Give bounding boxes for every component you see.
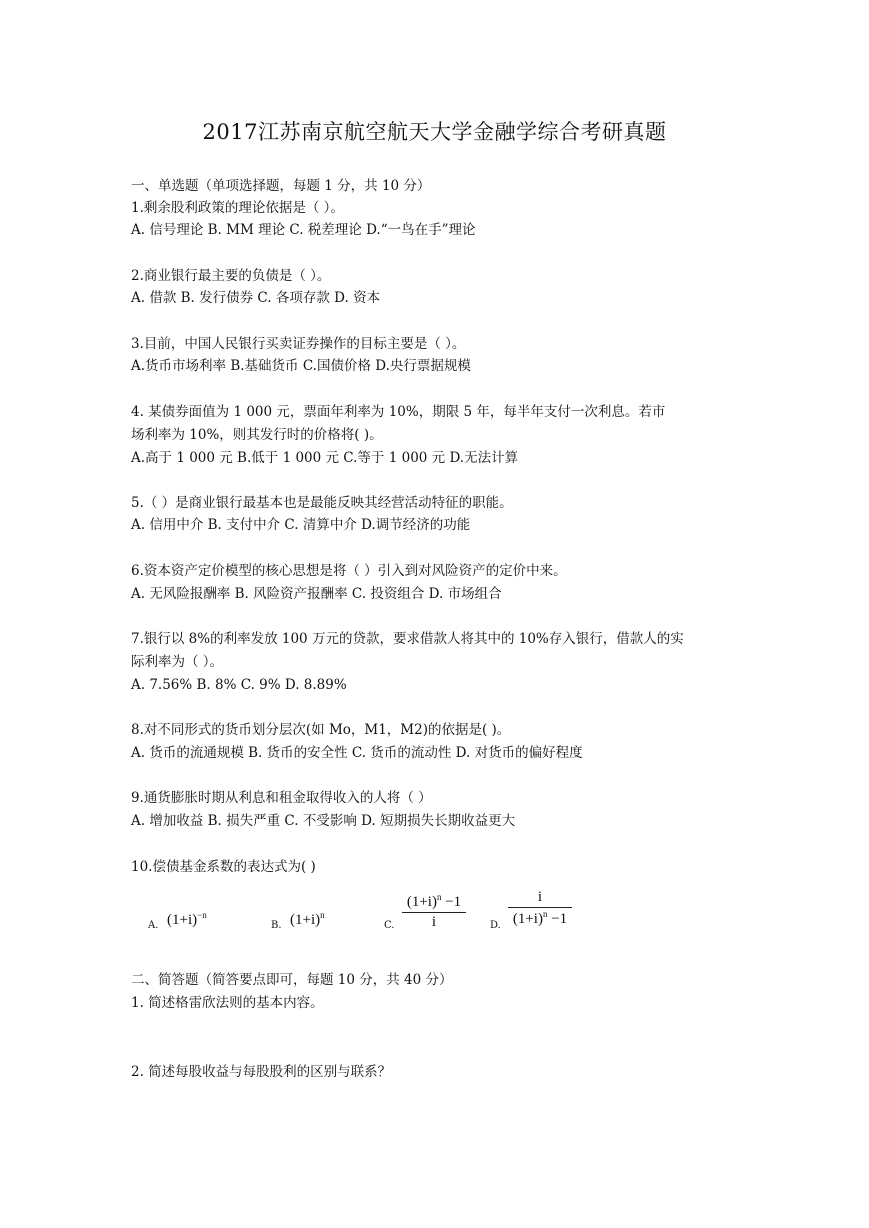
option-c-label: C. xyxy=(384,920,395,931)
question-2-options: A. 借款 B. 发行债券 C. 各项存款 D. 资本 xyxy=(131,290,381,306)
short-answer-1: 1. 简述格雷欣法则的基本内容。 xyxy=(131,995,324,1011)
option-b-formula: $(1+i)^n$ xyxy=(290,910,325,928)
question-7-options: A. 7.56% B. 8% C. 9% D. 8.89% xyxy=(131,677,347,693)
question-8-options: A. 货币的流通规模 B. 货币的安全性 C. 货币的流动性 D. 对货币的偏好程度 xyxy=(131,745,583,761)
question-9: 9.通货膨胀时期从利息和租金取得收入的人将（ ） xyxy=(131,790,432,806)
question-4: 4. 某债券面值为 1 000 元，票面年利率为 10%，期限 5 年，每半年支付一次利息。若市 xyxy=(131,404,666,420)
question-7-cont: 际利率为（ ）。 xyxy=(131,654,224,670)
question-7: 7.银行以 8%的利率发放 100 万元的贷款，要求借款人将其中的 10%存入银行，借款人的实 xyxy=(131,631,684,647)
short-answer-2: 2. 简述每股收益与每股股利的区别与联系？ xyxy=(131,1064,392,1080)
section2-heading: 二、简答题（简答要点即可，每题 10 分，共 40 分） xyxy=(131,972,453,988)
option-c-formula: $(1+i)^n -1$ i xyxy=(402,892,466,931)
question-10: 10.偿债基金系数的表达式为( ) xyxy=(131,859,316,875)
option-d-label: D. xyxy=(490,920,501,931)
question-6: 6.资本资产定价模型的核心思想是将（ ）引入到对风险资产的定价中来。 xyxy=(131,563,567,579)
question-4-options: A.高于 1 000 元 B.低于 1 000 元 C.等于 1 000 元 D.无法计算 xyxy=(131,450,519,466)
question-6-options: A. 无风险报酬率 B. 风险资产报酬率 C. 投资组合 D. 市场组合 xyxy=(131,586,502,602)
option-a-label: A. xyxy=(148,920,159,931)
question-3-options: A.货币市场利率 B.基础货币 C.国债价格 D.央行票据规模 xyxy=(131,358,471,374)
option-b-label: B. xyxy=(271,920,282,931)
question-1: 1.剩余股利政策的理论依据是（ ）。 xyxy=(131,200,344,216)
section1-heading: 一、单选题（单项选择题，每题 1 分，共 10 分） xyxy=(131,178,431,194)
option-a-formula: $(1+i)^{-n}$ xyxy=(167,910,207,928)
document-title: 2017江苏南京航空航天大学金融学综合考研真题 xyxy=(202,120,667,144)
question-5-options: A. 信用中介 B. 支付中介 C. 清算中介 D.调节经济的功能 xyxy=(131,517,471,533)
question-1-options: A. 信号理论 B. MM 理论 C. 税差理论 D.“一鸟在手”理论 xyxy=(131,222,476,238)
question-8: 8.对不同形式的货币划分层次(如 Mo，M1，M2)的依据是( )。 xyxy=(131,722,511,738)
option-d-formula: i $(1+i)^n -1$ xyxy=(508,889,572,928)
question-4-cont: 场利率为 10%，则其发行时的价格将( )。 xyxy=(131,427,383,443)
question-3: 3.目前，中国人民银行买卖证券操作的目标主要是（ ）。 xyxy=(131,336,466,352)
question-5: 5.（ ）是商业银行最基本也是最能反映其经营活动特征的职能。 xyxy=(131,495,513,511)
question-2: 2.商业银行最主要的负债是（ ）。 xyxy=(131,268,331,284)
question-9-options: A. 增加收益 B. 损失严重 C. 不受影响 D. 短期损失长期收益更大 xyxy=(131,813,516,829)
